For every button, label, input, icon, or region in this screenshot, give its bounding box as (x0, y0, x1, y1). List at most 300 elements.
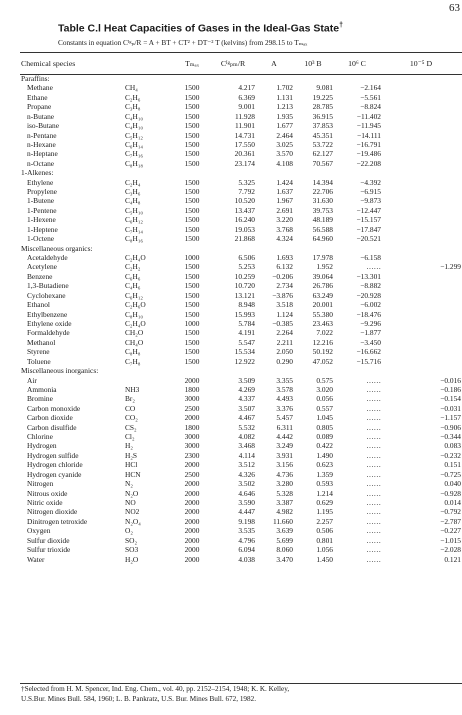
table-cell: 11.928 (234, 111, 255, 121)
table-cell: 1500 (184, 262, 200, 272)
table-cell: …… (366, 460, 381, 470)
table-cell: 1.213 (276, 102, 293, 112)
table-cell (381, 178, 461, 187)
table-cell: −0.206 (272, 271, 293, 281)
table-cell: Cl₂ (125, 432, 135, 442)
table-cell: 23.174 (234, 158, 255, 168)
table-row (21, 413, 461, 422)
table-cell (381, 234, 461, 243)
table-cell: N₂O (125, 488, 139, 498)
table-cell: 1.056 (316, 545, 333, 555)
table-cell: …… (366, 554, 381, 564)
table-cell: Acetaldehyde (27, 253, 68, 263)
table-cell: −20.521 (356, 234, 381, 244)
table-cell: −22.208 (356, 158, 381, 168)
table-cell: 4.442 (276, 432, 293, 442)
table-cell: −0.344 (440, 432, 461, 442)
table-cell: 1500 (184, 328, 200, 338)
table-cell: 19.053 (234, 224, 255, 234)
table-cell: 0.575 (316, 375, 333, 385)
table-cell: 20.361 (234, 149, 255, 159)
table-cell: −0.725 (440, 469, 461, 479)
table-cell: 15.534 (234, 347, 255, 357)
table-cell: CH₄ (125, 83, 138, 93)
table-cell: Cyclohexane (27, 290, 66, 300)
table-cell: Bromine (27, 394, 53, 404)
table-cell: 31.630 (312, 196, 333, 206)
table-cell: 2.257 (316, 516, 333, 526)
table-cell: 7.022 (316, 328, 333, 338)
table-cell: 3.025 (276, 139, 293, 149)
table-cell: Hydrogen (27, 441, 57, 451)
table-cell: −11.945 (356, 121, 381, 131)
category-label: Paraffins: (21, 74, 50, 83)
table-cell: 0.629 (316, 497, 333, 507)
table-cell: −0.031 (440, 403, 461, 413)
table-cell: 3.507 (238, 403, 255, 413)
table-cell: 12.922 (234, 356, 255, 366)
table-cell (381, 272, 461, 281)
table-cell: 1500 (184, 347, 200, 357)
table-cell: 47.052 (312, 356, 333, 366)
table-cell: …… (366, 479, 381, 489)
table-cell: −0.186 (440, 384, 461, 394)
table-cell: 8.948 (238, 300, 255, 310)
table-cell: n-Hexane (27, 139, 56, 149)
table-cell: 2000 (184, 488, 200, 498)
table-cell: N₂O₄ (125, 516, 141, 526)
table-cell: 4.646 (238, 488, 255, 498)
table-cell: 5.253 (238, 262, 255, 272)
table-cell: −2.787 (440, 516, 461, 526)
table-cell: 2000 (184, 516, 200, 526)
table-cell: C₈H₁₈ (125, 158, 143, 168)
table-cell: 1.424 (276, 177, 293, 187)
table-row (21, 385, 461, 394)
category-label: Miscellaneous inorganics: (21, 366, 99, 376)
table-row (21, 215, 461, 224)
table-cell: Carbon dioxide (27, 413, 73, 423)
table-cell: −8.824 (360, 102, 381, 112)
table-cell: N₂ (125, 479, 133, 489)
table-cell: C₆H₆ (125, 271, 141, 281)
table-cell: −11.402 (356, 111, 381, 121)
table-cell (381, 357, 461, 366)
table-cell: …… (366, 262, 381, 272)
table-row (21, 149, 461, 158)
table-cell: 2.264 (276, 328, 293, 338)
table-cell: 22.706 (312, 187, 333, 197)
table-row (21, 187, 461, 196)
table-cell: 70.567 (312, 158, 333, 168)
footnote-mark: † (21, 685, 25, 693)
table-cell (381, 319, 461, 328)
table-cell: −2.164 (360, 83, 381, 93)
table-cell: Oxygen (27, 526, 51, 536)
table-cell: 3.355 (276, 375, 293, 385)
table-cell: 4.982 (276, 507, 293, 517)
table-cell: …… (366, 403, 381, 413)
table-cell: −20.928 (356, 290, 381, 300)
table-cell: 4.337 (238, 394, 255, 404)
table-cell: Ethanol (27, 300, 50, 310)
column-header: 10⁻⁵ D (409, 59, 433, 69)
table-cell: 3.156 (276, 460, 293, 470)
column-header: 10³ B (304, 59, 322, 69)
table-cell: 1.935 (276, 111, 293, 121)
table-cell: 50.192 (312, 347, 333, 357)
table-cell: 5.699 (276, 535, 293, 545)
table-cell: Toluene (27, 356, 51, 366)
table-cell: 3.468 (238, 441, 255, 451)
table-cell: 10.259 (234, 271, 255, 281)
table-row (21, 196, 461, 205)
table-cell: H₂O (125, 554, 139, 564)
table-cell: …… (366, 422, 381, 432)
table-row (21, 140, 461, 149)
table-cell: 4.038 (238, 554, 255, 564)
table-cell: 1500 (184, 92, 200, 102)
table-cell (381, 83, 461, 92)
table-cell: …… (366, 488, 381, 498)
table-cell: 5.457 (276, 413, 293, 423)
column-header (125, 54, 173, 74)
table-cell: Nitric oxide (27, 497, 63, 507)
table-cell: 1-Hexene (27, 215, 56, 225)
table-cell: 11.660 (272, 516, 293, 526)
table-cell: …… (366, 450, 381, 460)
table-cell: 16.240 (234, 215, 255, 225)
table-cell: 1-Octene (27, 234, 55, 244)
table-cell: 48.189 (312, 215, 333, 225)
table-cell (381, 121, 461, 130)
table-cell: 1.124 (276, 309, 293, 319)
table-cell: 36.915 (312, 111, 333, 121)
table-cell: 5.328 (276, 488, 293, 498)
table-cell: 2000 (184, 535, 200, 545)
table-row (21, 507, 461, 516)
table-cell: −16.662 (356, 347, 381, 357)
category-label: Miscellaneous organics: (21, 243, 93, 253)
table-row (21, 300, 461, 309)
table-cell: 1.450 (316, 554, 333, 564)
table-cell: 14.394 (312, 177, 333, 187)
table-row (21, 206, 461, 215)
table-row (21, 338, 461, 347)
table-cell: −15.716 (356, 356, 381, 366)
table-cell: −1.015 (440, 535, 461, 545)
table-cell: 1.967 (276, 196, 293, 206)
table-cell: 4.736 (276, 469, 293, 479)
table-cell (381, 131, 461, 140)
table-cell (381, 215, 461, 224)
table-cell (381, 225, 461, 234)
table-cell: 2000 (184, 413, 200, 423)
table-cell: 53.722 (312, 139, 333, 149)
table-cell: 9.001 (238, 102, 255, 112)
table-row (21, 460, 461, 469)
table-cell: 0.290 (276, 356, 293, 366)
table-cell: 1000 (184, 318, 200, 328)
table-cell: 6.369 (238, 92, 255, 102)
table-cell: C₈H₁₀ (125, 309, 143, 319)
table-cell: 7.792 (238, 187, 255, 197)
table-cell: Formaldehyde (27, 328, 70, 338)
table-cell: 3.570 (276, 149, 293, 159)
table-cell: 6.132 (276, 262, 293, 272)
table-cell: 1500 (184, 139, 200, 149)
table-cell: −0.792 (440, 507, 461, 517)
table-cell: 4.108 (276, 158, 293, 168)
table-cell: Hydrogen chloride (27, 460, 83, 470)
table-cell: C₂H₄O (125, 253, 146, 263)
table-cell: 26.786 (312, 281, 333, 291)
table-cell: C₆H₁₂ (125, 215, 143, 225)
table-cell: 17.978 (312, 253, 333, 263)
table-cell: 63.249 (312, 290, 333, 300)
table-cell: 3.249 (276, 441, 293, 451)
table-cell: H₂S (125, 450, 138, 460)
table-cell: 3.470 (276, 554, 293, 564)
table-cell: 1500 (184, 187, 200, 197)
table-cell: 0.089 (316, 432, 333, 442)
table-row (21, 328, 461, 337)
table-cell: 10.720 (234, 281, 255, 291)
table-header-row (21, 54, 461, 74)
title-footnote-mark: † (339, 22, 343, 29)
table-row (21, 347, 461, 356)
table-cell: 4.324 (276, 234, 293, 244)
table-title (58, 22, 343, 35)
table-cell: 0.593 (316, 479, 333, 489)
table-cell: 0.557 (316, 403, 333, 413)
table-cell: …… (366, 441, 381, 451)
table-cell: −15.157 (356, 215, 381, 225)
table-cell: 4.114 (238, 450, 255, 460)
footnote-line-1 (21, 685, 461, 695)
table-cell: 2000 (184, 479, 200, 489)
table-cell: Br₂ (125, 394, 135, 404)
table-cell: …… (366, 432, 381, 442)
table-cell: −1.299 (440, 262, 461, 272)
table-cell: Methane (27, 83, 53, 93)
table-row (21, 423, 461, 432)
table-cell: 4.447 (238, 507, 255, 517)
table-cell: 2.050 (276, 347, 293, 357)
footnote-text-1: Selected from H. M. Spencer, Ind. Eng. Chem., vol. 40, pp. 2152–2154, 1948; K. K. Kelley, (24, 685, 290, 693)
table-row (21, 432, 461, 441)
table-cell: 5.784 (238, 318, 255, 328)
table-cell: 5.532 (238, 422, 255, 432)
table-row (21, 272, 461, 281)
table-cell: 13.437 (234, 205, 255, 215)
table-cell: Ethane (27, 92, 48, 102)
table-cell: …… (366, 545, 381, 555)
table-cell: 1500 (184, 337, 200, 347)
table-cell: C₃H₈ (125, 102, 141, 112)
table-title-text: Table C.l Heat Capacities of Gases in the Ideal-Gas State (58, 22, 340, 35)
table-cell: Styrene (27, 347, 50, 357)
table-cell: CO (125, 403, 136, 413)
table-cell: Nitrogen (27, 479, 54, 489)
table-cell: 45.351 (312, 130, 333, 140)
table-cell: −9.296 (360, 318, 381, 328)
table-row (21, 545, 461, 554)
table-cell (381, 347, 461, 356)
table-cell: …… (366, 535, 381, 545)
table-cell: −12.447 (356, 205, 381, 215)
table-cell: C₅H₁₀ (125, 205, 143, 215)
table-cell: 0.056 (316, 394, 333, 404)
table-cell: 17.550 (234, 139, 255, 149)
table-row (21, 291, 461, 300)
table-cell: n-Octane (27, 158, 55, 168)
table-cell: 1500 (184, 234, 200, 244)
table-cell: 1500 (184, 177, 200, 187)
table-cell: 0.623 (316, 460, 333, 470)
table-cell: C₈H₁₆ (125, 234, 143, 244)
table-row (21, 441, 461, 450)
table-row (21, 131, 461, 140)
table-subtitle: Constants in equation Cᴵᵍₚ/R = A + BT + CT² + DT⁻² T (kelvins) from 298.15 to Tₘₐₓ (58, 38, 308, 47)
table-cell: CH₄O (125, 337, 144, 347)
table-cell: NO (125, 497, 136, 507)
table-cell: −13.301 (356, 271, 381, 281)
table-cell: 62.127 (312, 149, 333, 159)
table-cell: 4.467 (238, 413, 255, 423)
table-cell: 14.731 (234, 130, 255, 140)
table-cell: 9.198 (238, 516, 255, 526)
category-row (21, 74, 461, 83)
table-cell: 0.801 (316, 535, 333, 545)
table-cell (381, 206, 461, 215)
table-cell: 1800 (184, 384, 200, 394)
table-cell: HCl (125, 460, 138, 470)
table-cell: 1500 (184, 215, 200, 225)
table-cell: 1800 (184, 422, 200, 432)
table-cell: 4.191 (238, 328, 255, 338)
table-cell: …… (366, 469, 381, 479)
table-row (21, 93, 461, 102)
column-header: Tₘₐₓ (185, 59, 199, 69)
table-cell: 1-Butene (27, 196, 55, 206)
table-cell: 1500 (184, 309, 200, 319)
table-row (21, 83, 461, 92)
category-label: 1-Alkenes: (21, 168, 54, 178)
table-cell: C₄H₁₀ (125, 121, 143, 131)
table-cell: C₇H₁₆ (125, 149, 143, 159)
table-cell: …… (366, 526, 381, 536)
table-cell: …… (366, 384, 381, 394)
table-cell: 1500 (184, 149, 200, 159)
table-cell: 39.753 (312, 205, 333, 215)
table-cell: −6.002 (360, 300, 381, 310)
table-cell (381, 102, 461, 111)
table-cell: Nitrogen dioxide (27, 507, 78, 517)
table-cell: C₂H₆ (125, 92, 141, 102)
table-cell: −6.158 (360, 253, 381, 263)
table-cell: −2.028 (440, 545, 461, 555)
table-cell: −1.877 (360, 328, 381, 338)
table-cell: CS₂ (125, 422, 137, 432)
table-cell: 2500 (184, 403, 200, 413)
table-cell: 3.387 (276, 497, 293, 507)
table-cell: SO3 (125, 545, 139, 555)
table-cell (381, 300, 461, 309)
page-number: 63 (449, 2, 460, 14)
table-cell (381, 291, 461, 300)
table-cell: 3.590 (238, 497, 255, 507)
table-row (21, 112, 461, 121)
table-cell: 2.691 (276, 205, 293, 215)
table-cell: −8.882 (360, 281, 381, 291)
table-cell: 3.512 (238, 460, 255, 470)
table-cell: 2000 (184, 526, 200, 536)
column-header: A (271, 59, 277, 69)
table-cell: 1500 (184, 356, 200, 366)
table-cell: −1.157 (440, 413, 461, 423)
table-cell: 3.931 (276, 450, 293, 460)
table-cell: −3.876 (272, 290, 293, 300)
table-cell (381, 338, 461, 347)
table-cell: O₂ (125, 526, 133, 536)
table-cell: CO₂ (125, 413, 138, 423)
table-cell: Sulfur dioxide (27, 535, 70, 545)
table-cell: Ammonia (27, 384, 57, 394)
table-cell: −16.791 (356, 139, 381, 149)
table-cell: 56.588 (312, 224, 333, 234)
table-row (21, 159, 461, 168)
table-cell: 3000 (184, 432, 200, 442)
table-cell: −19.486 (356, 149, 381, 159)
table-cell (381, 140, 461, 149)
table-row (21, 470, 461, 479)
table-cell: −14.111 (357, 130, 381, 140)
table-cell: n-Butane (27, 111, 55, 121)
table-cell: 1.131 (276, 92, 293, 102)
table-cell: C₄H₈ (125, 196, 141, 206)
table-cell: 1500 (184, 224, 200, 234)
table-cell: −0.928 (440, 488, 461, 498)
table-cell: 4.217 (238, 83, 255, 93)
table-cell: 3.578 (276, 384, 293, 394)
table-cell: 3.502 (238, 479, 255, 489)
table-cell: …… (366, 516, 381, 526)
table-cell: 23.463 (312, 318, 333, 328)
table-cell: 19.225 (312, 92, 333, 102)
table-cell: −6.915 (360, 187, 381, 197)
table-cell: Hydrogen sulfide (27, 450, 79, 460)
table-cell: 3.518 (276, 300, 293, 310)
table-cell: C₂H₄ (125, 177, 141, 187)
table-cell: 1500 (184, 205, 200, 215)
table-cell: C₇H₁₄ (125, 224, 143, 234)
table-cell: …… (366, 497, 381, 507)
table-cell: Ethylene (27, 177, 54, 187)
table-cell: 1500 (184, 83, 200, 93)
table-cell: iso-Butane (27, 121, 60, 131)
table-cell: 3.020 (316, 384, 333, 394)
table-cell: 9.081 (316, 83, 333, 93)
table-cell: 2.734 (276, 281, 293, 291)
table-cell: 4.082 (238, 432, 255, 442)
table-cell: 2300 (184, 450, 200, 460)
table-cell: 1.693 (276, 253, 293, 263)
table-cell: Nitrous oxide (27, 488, 68, 498)
table-cell: 1.677 (276, 121, 293, 131)
table-cell: 2.464 (276, 130, 293, 140)
table-cell: 3.280 (276, 479, 293, 489)
